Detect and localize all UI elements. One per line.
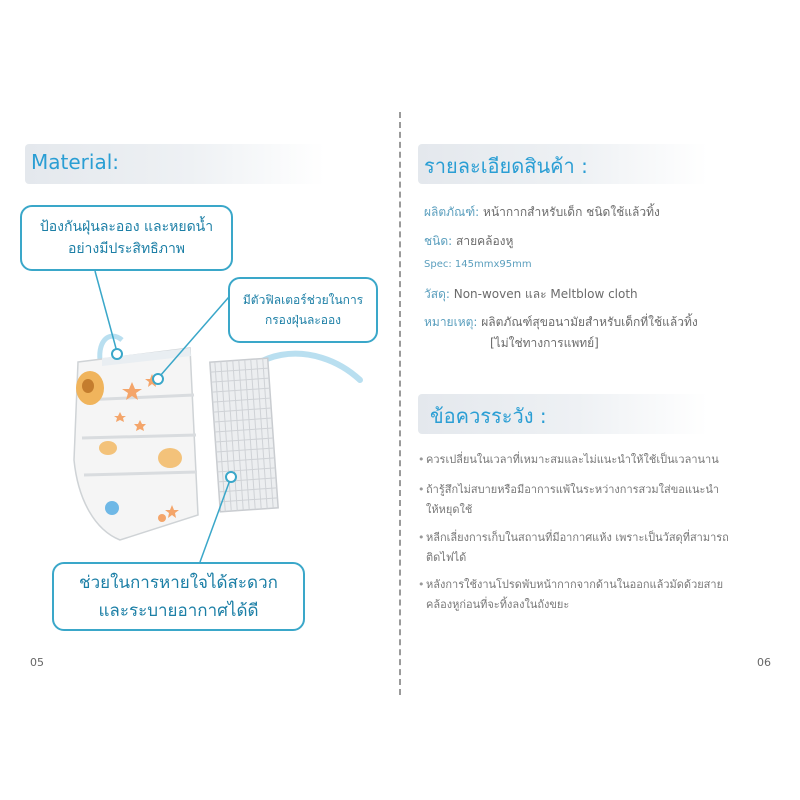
caution-title: ข้อควรระวัง :: [430, 404, 547, 428]
page-number-left: 05: [30, 656, 44, 669]
detail-material: [424, 285, 638, 304]
details-title: รายละเอียดสินค้า :: [424, 154, 588, 178]
detail-spec: Spec: 145mmx95mm: [424, 259, 532, 270]
callout-3-line-1: ช่วยในการหายใจได้สะดวก: [79, 573, 278, 593]
caution-item-4-line-2: คล้องหูก่อนที่จะทิ้งลงในถังขยะ: [426, 598, 570, 611]
caution-item: [418, 575, 723, 615]
caution-item-2-line-1: ถ้ารู้สึกไม่สบายหรือมีอาการแพ้ในระหว่างการสวมใส่ขอแนะนำ: [426, 483, 720, 496]
bullet-icon: •: [418, 453, 425, 466]
detail-material-value: Non-woven และ Meltblow cloth: [449, 287, 638, 301]
bullet-icon: •: [418, 531, 425, 544]
page-divider: [399, 112, 401, 695]
callout-3-line-2: และระบายอากาศได้ดี: [98, 601, 259, 621]
caution-item: [418, 480, 719, 520]
caution-header-banner: [418, 394, 708, 434]
detail-note-line-1: ผลิตภัณฑ์สุขอนามัยสำหรับเด็กที่ใช้แล้วทิ้ง: [477, 315, 698, 329]
caution-item-3-line-2: ติดไฟได้: [426, 551, 467, 564]
detail-material-key: วัสดุ:: [424, 287, 450, 301]
callout-dust-protection: [20, 205, 233, 271]
callout-breathability: [52, 562, 305, 631]
detail-product-key: ผลิตภัณฑ์:: [424, 205, 480, 219]
caution-item-1-line-1: ควรเปลี่ยนในเวลาที่เหมาะสมและไม่แนะนำให้ใช้เป็นเวลานาน: [426, 453, 719, 466]
callout-2-line-2: กรองฝุ่นละออง: [264, 313, 342, 327]
caution-item: [418, 528, 729, 568]
caution-item-3-line-1: หลีกเลี่ยงการเก็บในสถานที่มีอากาศแห้ง เพราะเป็นวัสดุที่สามารถ: [426, 531, 729, 544]
details-header-banner: [418, 144, 708, 184]
callout-1-line-1: ป้องกันฝุ่นละออง และหยดน้ำ: [39, 219, 214, 235]
bullet-icon: •: [418, 483, 425, 496]
detail-note: [424, 313, 698, 332]
caution-item-4-line-1: หลังการใช้งานโปรดพับหน้ากากจากด้านในออกแล้วมัดด้วยสาย: [426, 578, 724, 591]
detail-product-value: หน้ากากสำหรับเด็ก ชนิดใช้แล้วทิ้ง: [479, 205, 660, 219]
callout-filter: [228, 277, 378, 343]
detail-type-value: สายคล้องหู: [452, 234, 514, 248]
detail-type-key: ชนิด:: [424, 234, 453, 248]
detail-type: [424, 232, 513, 251]
page-number-right: 06: [757, 656, 771, 669]
material-title: Material:: [31, 150, 119, 174]
bullet-icon: •: [418, 578, 425, 591]
detail-note-key: หมายเหตุ:: [424, 315, 478, 329]
callout-1-line-2: อย่างมีประสิทธิภาพ: [67, 241, 186, 257]
detail-product: [424, 203, 660, 222]
callout-2-line-1: มีตัวฟิลเตอร์ช่วยในการ: [242, 293, 364, 307]
caution-item: [418, 450, 719, 470]
detail-note-line-2: [ไม่ใช่ทางการแพทย์]: [490, 336, 599, 350]
caution-item-2-line-2: ให้หยุดใช้: [426, 503, 473, 516]
